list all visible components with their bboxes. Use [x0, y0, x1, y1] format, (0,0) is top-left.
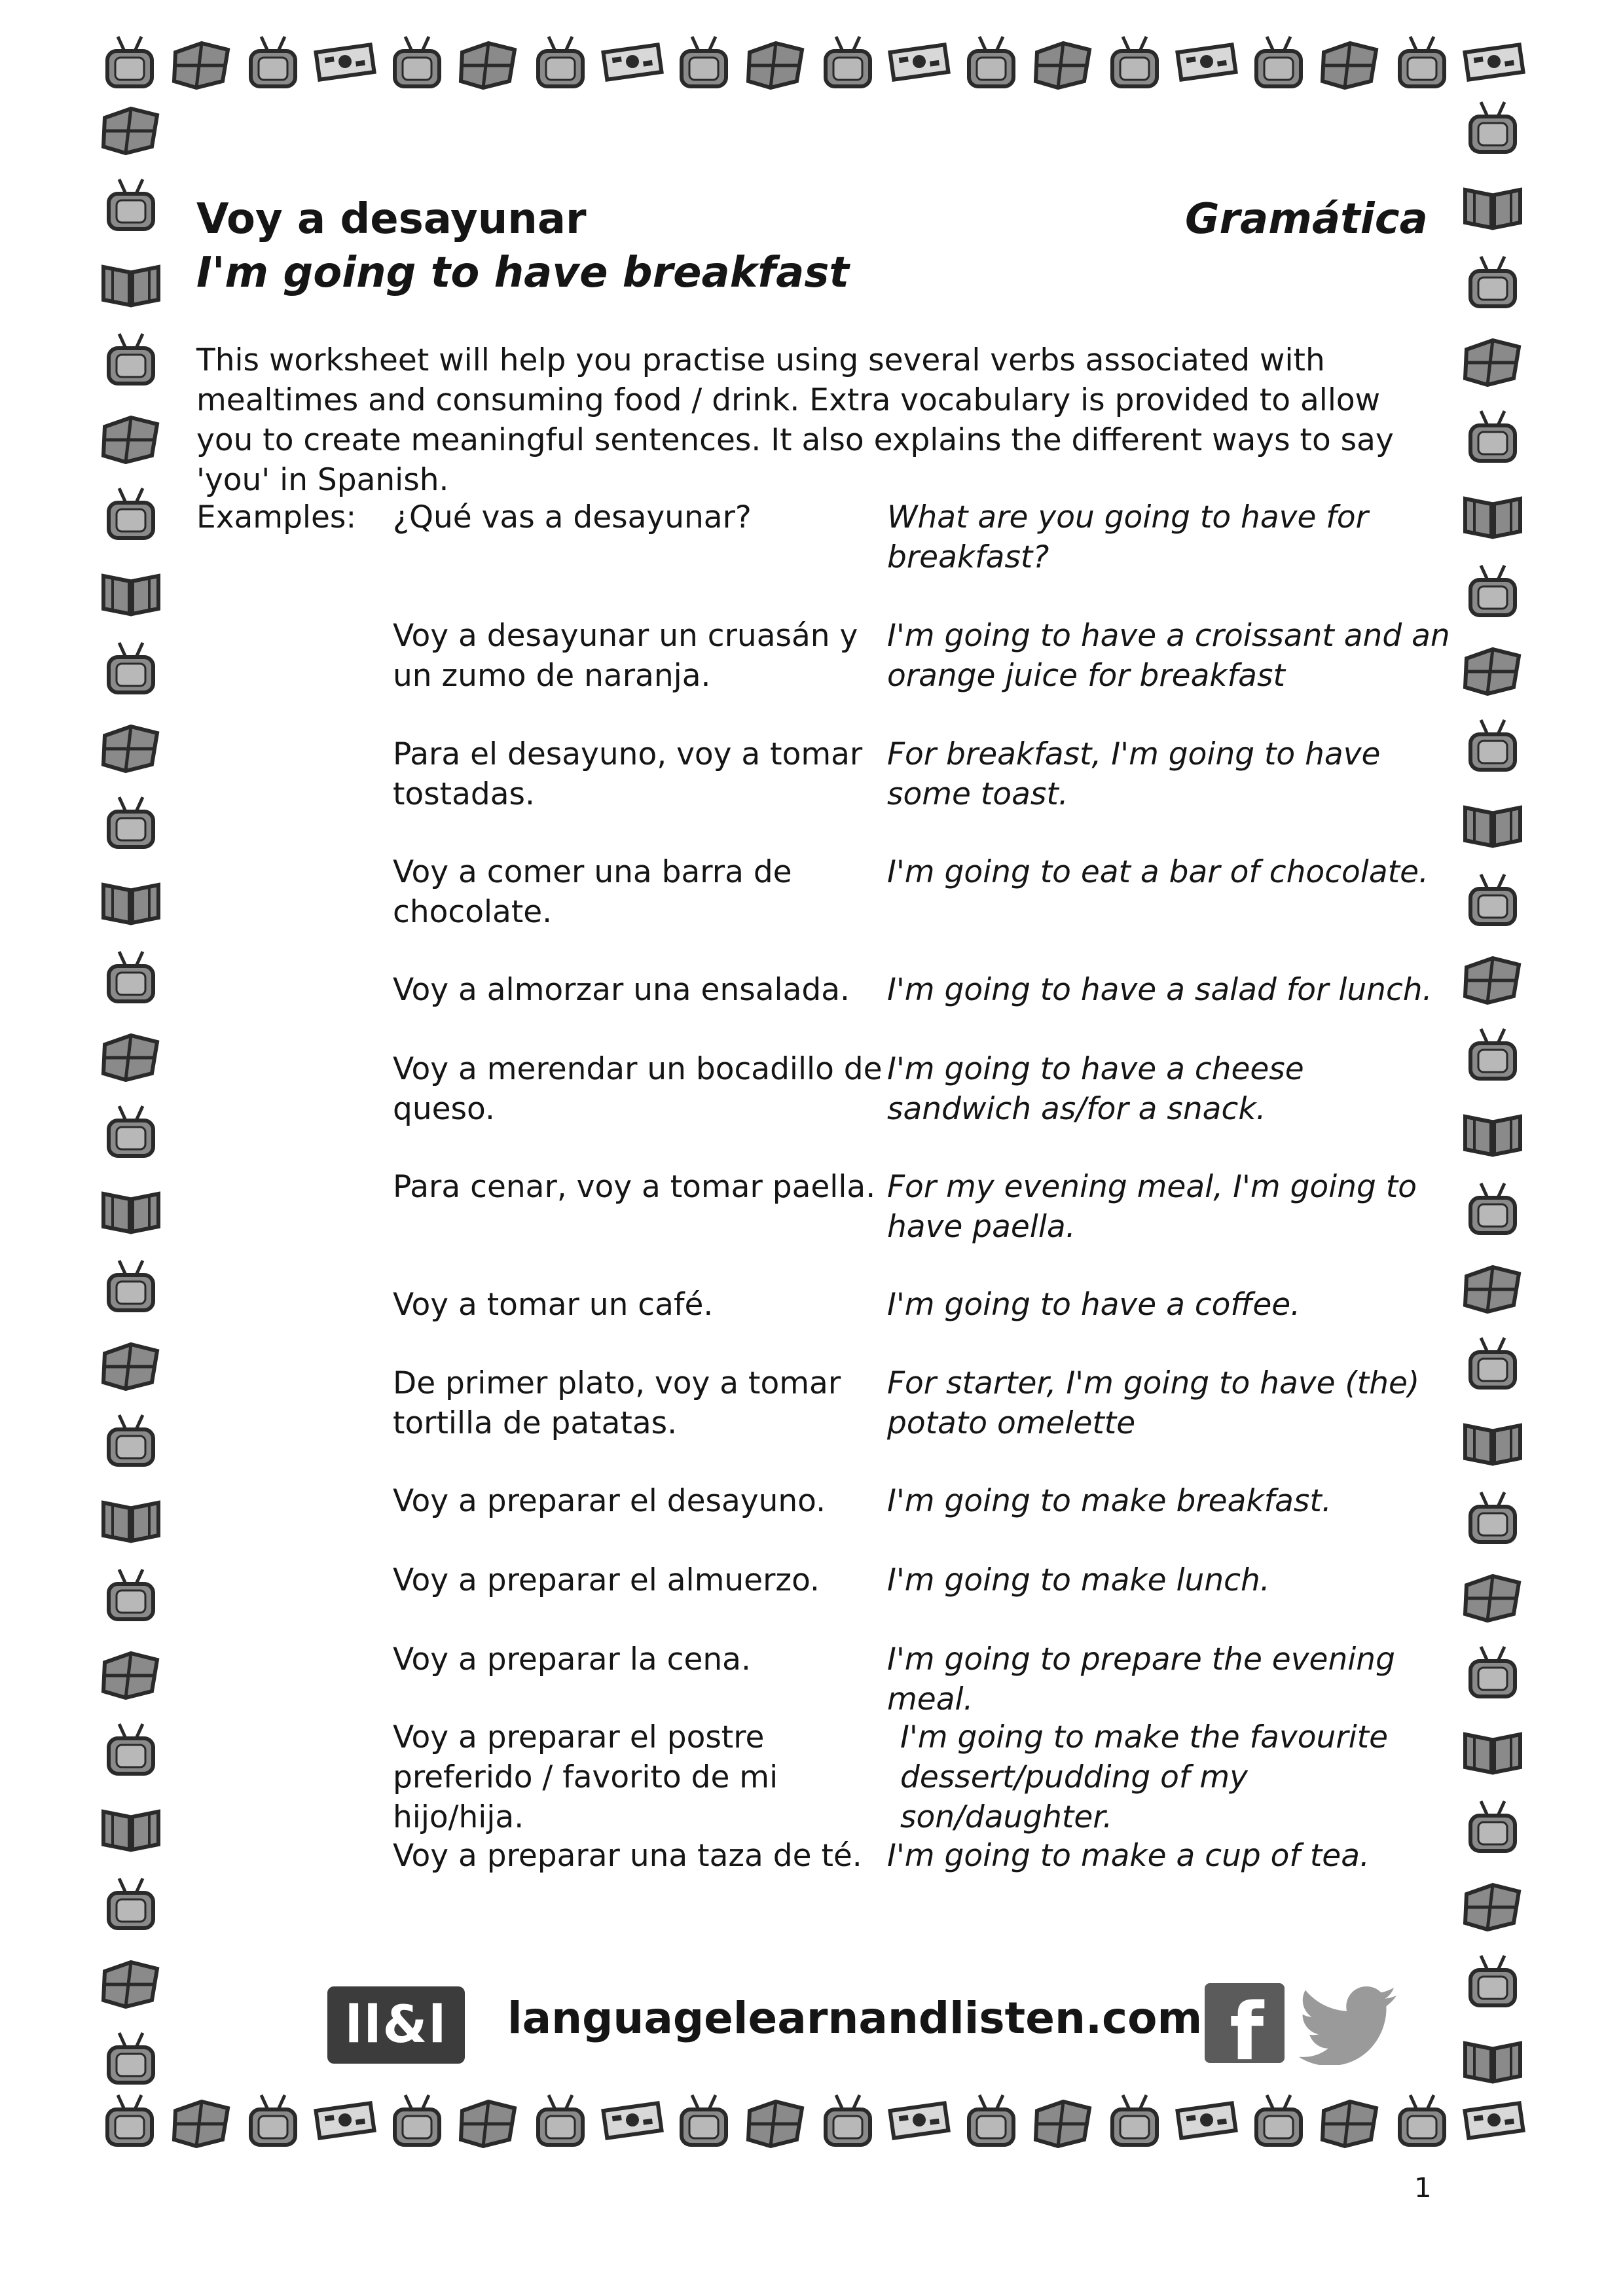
tv-icon: [100, 484, 162, 543]
example-spanish: Voy a preparar el desayuno.: [393, 1483, 826, 1519]
book-icon: [1461, 793, 1524, 852]
tv-icon: [1461, 716, 1524, 775]
flag-icon: [100, 1643, 162, 1702]
flag-icon: [1461, 1257, 1524, 1316]
banknote-icon: [314, 2091, 376, 2150]
flag-icon: [100, 98, 162, 157]
book-icon: [1461, 1411, 1524, 1470]
tv-icon: [529, 2091, 592, 2150]
book-icon: [1461, 175, 1524, 234]
example-english: I'm going to have a coffee.: [887, 1287, 1301, 1323]
flag-icon: [744, 33, 807, 92]
book-icon: [100, 1488, 162, 1547]
flag-icon: [1032, 33, 1095, 92]
banknote-icon: [1463, 33, 1525, 92]
site-logo[interactable]: ll&l: [327, 1986, 465, 2064]
example-english: I'm going to have a cheese sandwich as/for a snack.: [887, 1051, 1304, 1127]
flag-icon: [1461, 330, 1524, 389]
tv-icon: [100, 2029, 162, 2088]
flag-icon: [1461, 1874, 1524, 1933]
decorative-border-right: [1457, 98, 1529, 2088]
example-english: I'm going to make the favourite dessert/pudding of my son/daughter.: [900, 1719, 1389, 1835]
page-number: 1: [1414, 2172, 1432, 2204]
tv-icon: [1461, 1179, 1524, 1238]
tv-icon: [1247, 2091, 1310, 2150]
tv-icon: [1461, 1797, 1524, 1856]
book-icon: [100, 1179, 162, 1238]
book-icon: [100, 562, 162, 620]
banknote-icon: [1463, 2091, 1525, 2150]
tv-icon: [100, 793, 162, 852]
tv-icon: [100, 948, 162, 1007]
flag-icon: [1461, 948, 1524, 1007]
tv-icon: [100, 1102, 162, 1161]
tv-icon: [960, 33, 1023, 92]
tv-icon: [1461, 253, 1524, 312]
tv-icon: [98, 2091, 161, 2150]
flag-icon: [1319, 2091, 1381, 2150]
flag-icon: [100, 1025, 162, 1084]
example-spanish: Para el desayuno, voy a tomar tostadas.: [393, 736, 863, 812]
example-english: I'm going to eat a bar of chocolate.: [887, 854, 1429, 890]
decorative-border-bottom: [98, 2085, 1525, 2157]
examples-label: Examples:: [196, 499, 357, 535]
example-english: For my evening meal, I'm going to have paella.: [887, 1169, 1417, 1245]
flag-icon: [457, 2091, 520, 2150]
tv-icon: [100, 1874, 162, 1933]
tv-icon: [100, 639, 162, 698]
flag-icon: [1319, 33, 1381, 92]
tv-icon: [242, 2091, 304, 2150]
example-spanish: Voy a desayunar un cruasán y un zumo de naranja.: [393, 618, 858, 694]
tv-icon: [816, 2091, 879, 2150]
flag-icon: [170, 33, 233, 92]
tv-icon: [1391, 33, 1453, 92]
example-spanish: Voy a almorzar una ensalada.: [393, 972, 850, 1008]
facebook-icon[interactable]: f: [1205, 1983, 1285, 2063]
flag-icon: [170, 2091, 233, 2150]
book-icon: [1461, 484, 1524, 543]
tv-icon: [100, 1720, 162, 1779]
tv-icon: [529, 33, 592, 92]
book-icon: [100, 253, 162, 312]
tv-icon: [100, 1411, 162, 1470]
example-english: I'm going to have a croissant and an orange juice for breakfast: [887, 618, 1450, 694]
book-icon: [100, 870, 162, 929]
example-english: For starter, I'm going to have (the) potato omelette: [887, 1365, 1420, 1441]
example-english: For breakfast, I'm going to have some toast.: [887, 736, 1381, 812]
example-spanish: Voy a preparar la cena.: [393, 1641, 751, 1677]
tv-icon: [1247, 33, 1310, 92]
book-icon: [1461, 1720, 1524, 1779]
example-english: I'm going to make lunch.: [887, 1562, 1270, 1598]
twitter-icon[interactable]: [1300, 1986, 1398, 2065]
flag-icon: [100, 407, 162, 466]
example-spanish: Voy a comer una barra de chocolate.: [393, 854, 792, 930]
example-spanish: Voy a preparar el almuerzo.: [393, 1562, 820, 1598]
banknote-icon: [1175, 33, 1238, 92]
category-label: Gramática: [1185, 195, 1428, 243]
book-icon: [1461, 1102, 1524, 1161]
tv-icon: [960, 2091, 1023, 2150]
banknote-icon: [888, 33, 951, 92]
flag-icon: [100, 1334, 162, 1393]
banknote-icon: [888, 2091, 951, 2150]
tv-icon: [242, 33, 304, 92]
tv-icon: [1103, 33, 1166, 92]
flag-icon: [100, 1952, 162, 2011]
page-title: Voy a desayunar: [196, 195, 587, 243]
book-icon: [1461, 2029, 1524, 2088]
flag-icon: [744, 2091, 807, 2150]
decorative-border-left: [95, 98, 167, 2088]
tv-icon: [100, 330, 162, 389]
banknote-icon: [314, 33, 376, 92]
flag-icon: [1461, 1566, 1524, 1624]
banknote-icon: [601, 2091, 664, 2150]
decorative-border-top: [98, 26, 1525, 98]
tv-icon: [386, 33, 448, 92]
tv-icon: [1103, 2091, 1166, 2150]
tv-icon: [1461, 1952, 1524, 2011]
flag-icon: [457, 33, 520, 92]
tv-icon: [386, 2091, 448, 2150]
tv-icon: [1461, 98, 1524, 157]
example-english: What are you going to have for breakfast?: [887, 499, 1368, 575]
tv-icon: [1461, 1334, 1524, 1393]
book-icon: [100, 1797, 162, 1856]
flag-icon: [1461, 639, 1524, 698]
example-english: I'm going to have a salad for lunch.: [887, 972, 1432, 1008]
tv-icon: [1461, 1025, 1524, 1084]
example-english: I'm going to prepare the evening meal.: [887, 1641, 1395, 1717]
tv-icon: [816, 33, 879, 92]
tv-icon: [1461, 870, 1524, 929]
example-spanish: Para cenar, voy a tomar paella.: [393, 1169, 876, 1205]
flag-icon: [100, 716, 162, 775]
tv-icon: [98, 33, 161, 92]
tv-icon: [672, 33, 735, 92]
tv-icon: [1461, 1488, 1524, 1547]
example-spanish: Voy a preparar el postre preferido / favorito de mi hijo/hija.: [393, 1719, 778, 1835]
tv-icon: [672, 2091, 735, 2150]
tv-icon: [100, 175, 162, 234]
flag-icon: [1032, 2091, 1095, 2150]
tv-icon: [1391, 2091, 1453, 2150]
tv-icon: [1461, 407, 1524, 466]
tv-icon: [1461, 1643, 1524, 1702]
tv-icon: [1461, 562, 1524, 620]
example-spanish: Voy a tomar un café.: [393, 1287, 714, 1323]
example-spanish: ¿Qué vas a desayunar?: [393, 499, 752, 535]
banknote-icon: [601, 33, 664, 92]
intro-paragraph: This worksheet will help you practise using several verbs associated with mealtimes and consuming food / drink. Extra vocabulary is provided to allow you to create meaningful sentences. It also explains the different ways to say 'you' in Spanish.: [196, 342, 1394, 498]
tv-icon: [100, 1566, 162, 1624]
example-spanish: Voy a preparar una taza de té.: [393, 1838, 862, 1874]
example-spanish: De primer plato, voy a tomar tortilla de patatas.: [393, 1365, 841, 1441]
example-spanish: Voy a merendar un bocadillo de queso.: [393, 1051, 883, 1127]
banknote-icon: [1175, 2091, 1238, 2150]
example-english: I'm going to make breakfast.: [887, 1483, 1332, 1519]
tv-icon: [100, 1257, 162, 1316]
page-subtitle: I'm going to have breakfast: [196, 249, 849, 297]
website-link[interactable]: languagelearnandlisten.com: [507, 1993, 1203, 2043]
example-english: I'm going to make a cup of tea.: [887, 1838, 1370, 1874]
